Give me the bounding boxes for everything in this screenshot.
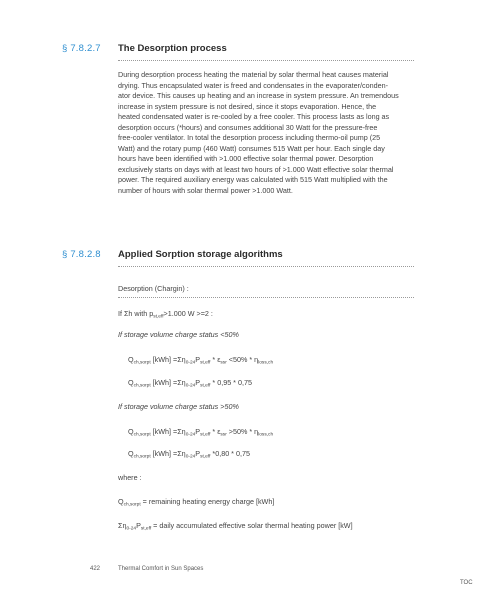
definition-sum: $\Sigma\eta_{0-24}P_{st,eff}$ = daily accumulated effective solar thermal heating power [kW] xyxy=(118,521,353,532)
section-number: § 7.8.2.7 xyxy=(62,43,101,54)
toc-link[interactable]: TOC xyxy=(460,580,473,586)
paragraph-line: free-cooler ventilator. In total the desorption process including thermo-oil pump (25 xyxy=(118,133,381,142)
formula-2: $Q_{ch,sorpt}$ $[kWh] =\Sigma\eta_{0-24}P_{st,eff} * 0,95 * 0,75$ xyxy=(128,378,252,389)
paragraph-line: heated condensated water is re-cooled by a free cooler. This process lasts as long as xyxy=(118,112,390,121)
subheading-desorption: Desorption (Chargin) : xyxy=(118,284,189,293)
paragraph-line: During desorption process heating the material by solar thermal heat causes material xyxy=(118,70,389,79)
condition-line: If Σh with $p_{st,eff}>1.000$ W >=2 : xyxy=(118,309,213,320)
where-label: where : xyxy=(118,473,142,482)
desorption-paragraph xyxy=(118,70,418,196)
formula-3: $Q_{ch,sorpt}$ $[kWh] =\Sigma\eta_{0-24}P_{st,eff} * \varepsilon_{ssr} >50\% * \eta_{loss,ch}$ xyxy=(128,427,274,438)
case-above-50: If storage volume charge status >50% xyxy=(118,402,239,411)
paragraph-line: Watt) and the rotary pump (460 Watt) consumes 515 Watt per hour. Each single day xyxy=(118,143,385,153)
footer-title: Thermal Comfort in Sun Spaces xyxy=(118,566,204,572)
paragraph-line: power. The required auxiliary energy was calculated with 515 Watt multiplied with the xyxy=(118,175,388,184)
paragraph-line: drying. Thus encapsulated water is freed and condensates in the evaporater/conden- xyxy=(118,80,388,90)
paragraph-line: hours have been identified with >1.000 effective solar thermal power. Desorption xyxy=(118,154,374,163)
paragraph-line: number of hours with solar thermal power >1.000 Watt. xyxy=(118,185,293,195)
paragraph-line: desorption occurs (*hours) and consumes additional 30 Watt for the pressure-free xyxy=(118,122,378,132)
paragraph-line: ator device. This causes up heating and an increase in system pressure. An tremendous xyxy=(118,91,399,100)
section-number: § 7.8.2.8 xyxy=(62,249,101,260)
paragraph-line: exclusively starts on days with at least two hours of >1.000 Watt effective solar thermal xyxy=(118,164,394,174)
case-below-50: If storage volume charge status <50% xyxy=(118,330,239,339)
formula-4: $Q_{ch,sorpt}$ $[kWh] =\Sigma\eta_{0-24}P_{st,eff}$ *0,80 * 0,75 xyxy=(128,449,250,460)
page-number: 422 xyxy=(90,566,101,572)
paragraph-line: increase in system pressure is not desired, since it stops evaporation. Hence, the xyxy=(118,101,377,111)
section-title: Applied Sorption storage algorithms xyxy=(118,249,283,260)
definition-q: $Q_{ch,sorpt}$ = remaining heating energy charge [kWh] xyxy=(118,497,275,508)
section-divider xyxy=(118,60,414,61)
subheading-divider xyxy=(118,297,414,298)
formula-1: $Q_{ch,sorpt}$ $[kWh] =\Sigma\eta_{0-24}P_{st,eff} * \varepsilon_{ssr} <50\% * \eta_{loss,ch}$ xyxy=(128,355,274,366)
section-title: The Desorption process xyxy=(118,43,227,54)
section-divider xyxy=(118,266,414,267)
